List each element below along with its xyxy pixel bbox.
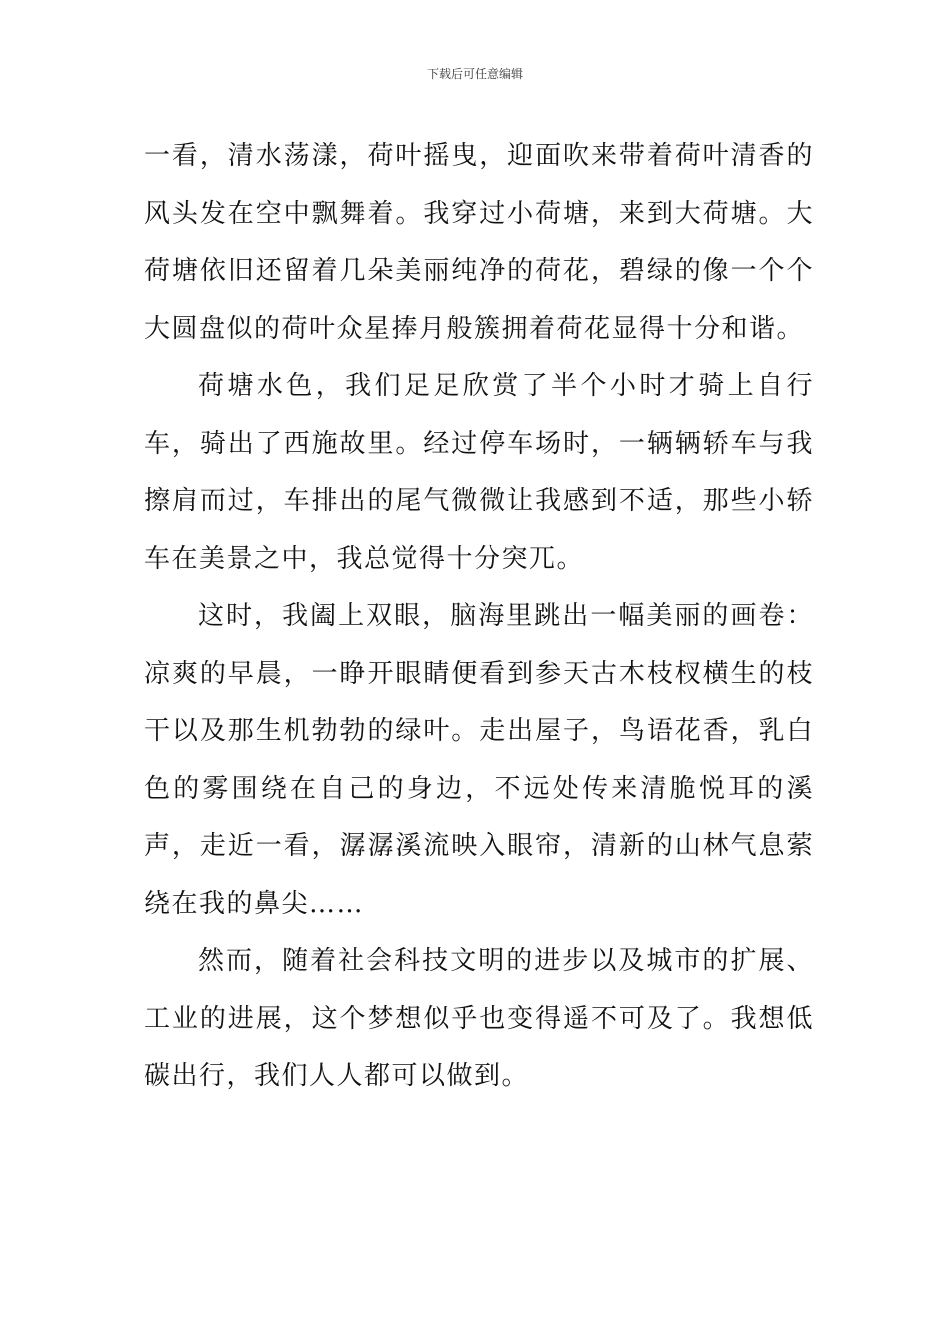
document-body [144,128,814,1106]
page-header: 下载后可任意编辑 [426,67,523,81]
paragraph-1: 一看，清水荡漾，荷叶摇曳，迎面吹来带着荷叶清香的风头发在空中飘舞着。我穿过小荷塘，来到大荷塘。大荷塘依旧还留着几朵美丽纯净的荷花，碧绿的像一个个大圆盘似的荷叶众星捧月般簇拥着荷花显得十分和谐。 [144,141,814,344]
paragraph-2: 荷塘水色，我们足足欣赏了半个小时才骑上自行车，骑出了西施故里。经过停车场时，一辆辆轿车与我擦肩而过，车排出的尾气微微让我感到不适，那些小轿车在美景之中，我总觉得十分突兀。 [144,371,814,574]
paragraph-4: 然而，随着社会科技文明的进步以及城市的扩展、工业的进展，这个梦想似乎也变得遥不可及了。我想低碳出行，我们人人都可以做到。 [144,946,814,1091]
paragraph-3: 这时，我阖上双眼，脑海里跳出一幅美丽的画卷：凉爽的早晨，一睁开眼睛便看到参天古木枝杈横生的枝干以及那生机勃勃的绿叶。走出屋子，鸟语花香，乳白色的雾围绕在自己的身边，不远处传来清脆悦耳的溪声，走近一看，潺潺溪流映入眼帘，清新的山林气息萦绕在我的鼻尖…… [144,601,814,919]
